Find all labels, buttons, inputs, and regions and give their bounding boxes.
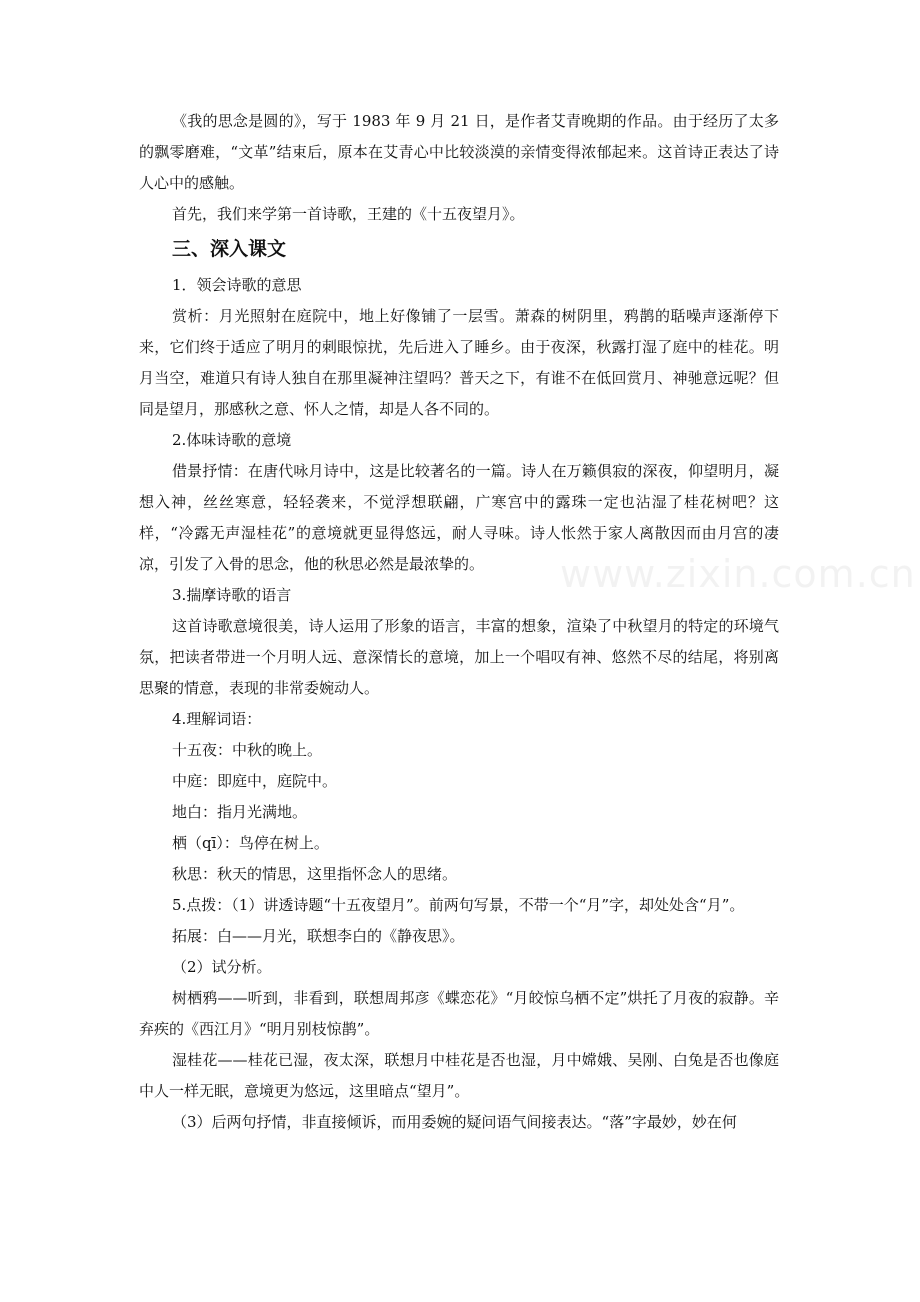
document-body (139, 106, 779, 1138)
vocab-item: 地白：指月光满地。 (172, 803, 308, 821)
item4-heading: 4.理解词语： (172, 710, 262, 728)
item2-body: 借景抒情：在唐代咏月诗中，这是比较著名的一篇。诗人在万籁俱寂的深夜，仰望明月，凝想入神，丝丝寒意，轻轻袭来，不觉浮想联翩，广寒宫中的露珠一定也沾湿了桂花树吧？这样，“冷露无声湿桂花”的意境就更显得悠远，耐人寻味。诗人怅然于家人离散因而由月宫的凄凉，引发了入骨的思念，他的秋思必然是最浓挚的。 (139, 462, 779, 573)
intro-paragraph: 《我的思念是圆的》，写于 1983 年 9 月 21 日，是作者艾青晚期的作品。由于经历了太多的飘零磨难，“文革”结束后，原本在艾青心中比较淡漠的亲情变得浓郁起来。这首诗正表达了诗人心中的感触。 (139, 112, 779, 192)
section-heading: 三、深入课文 (172, 238, 287, 260)
vocab-item: 秋思：秋天的情思，这里指怀念人的思绪。 (172, 865, 458, 883)
vocab-item: 中庭：即庭中，庭院中。 (172, 772, 338, 790)
watermark: www.zixin.com.cn (560, 552, 916, 596)
item2-heading: 2.体味诗歌的意境 (172, 431, 292, 449)
intro-transition: 首先，我们来学第一首诗歌，王建的《十五夜望月》。 (172, 205, 525, 223)
expand-note: 拓展：白——月光，联想李白的《静夜思》。 (172, 927, 465, 945)
vocab-item: 栖（qī）：鸟停在树上。 (172, 834, 329, 852)
item5-body: 5.点拨：（1）讲透诗题“十五夜望月”。前两句写景，不带一个“月”字，却处处含“月”。 (172, 896, 745, 914)
item1-body: 赏析：月光照射在庭院中，地上好像铺了一层雪。萧森的树阴里，鸦鹊的聒噪声逐渐停下来，它们终于适应了明月的刺眼惊扰，先后进入了睡乡。由于夜深，秋露打湿了庭中的桂花。明月当空，难道只有诗人独自在那里凝神注望吗？普天之下，有谁不在低回赏月、神驰意远呢？但同是望月，那感秋之意、怀人之情，却是人各不同的。 (139, 307, 779, 418)
analysis-paragraph: 树栖鸦——听到，非看到，联想周邦彦《蝶恋花》“月皎惊乌栖不定”烘托了月夜的寂静。辛弃疾的《西江月》“明月别枝惊鹊”。 (139, 989, 779, 1038)
item3-body: 这首诗歌意境很美，诗人运用了形象的语言，丰富的想象，渲染了中秋望月的特定的环境气氛，把读者带进一个月明人远、意深情长的意境，加上一个唱叹有神、悠然不尽的结尾，将别离思聚的情意，表现的非常委婉动人。 (139, 617, 779, 697)
item1-heading: 1．领会诗歌的意思 (172, 276, 302, 294)
sub3-paragraph: （3）后两句抒情，非直接倾诉，而用委婉的疑问语气间接表达。“落”字最妙，妙在何 (172, 1113, 737, 1131)
item3-heading: 3.揣摩诗歌的语言 (172, 586, 292, 604)
analysis-paragraph: 湿桂花——桂花已湿，夜太深，联想月中桂花是否也湿，月中嫦娥、吴刚、白兔是否也像庭中人一样无眠，意境更为悠远，这里暗点“望月”。 (139, 1051, 779, 1100)
vocab-item: 十五夜：中秋的晚上。 (172, 741, 323, 759)
sub2-heading: （2）试分析。 (172, 958, 272, 976)
